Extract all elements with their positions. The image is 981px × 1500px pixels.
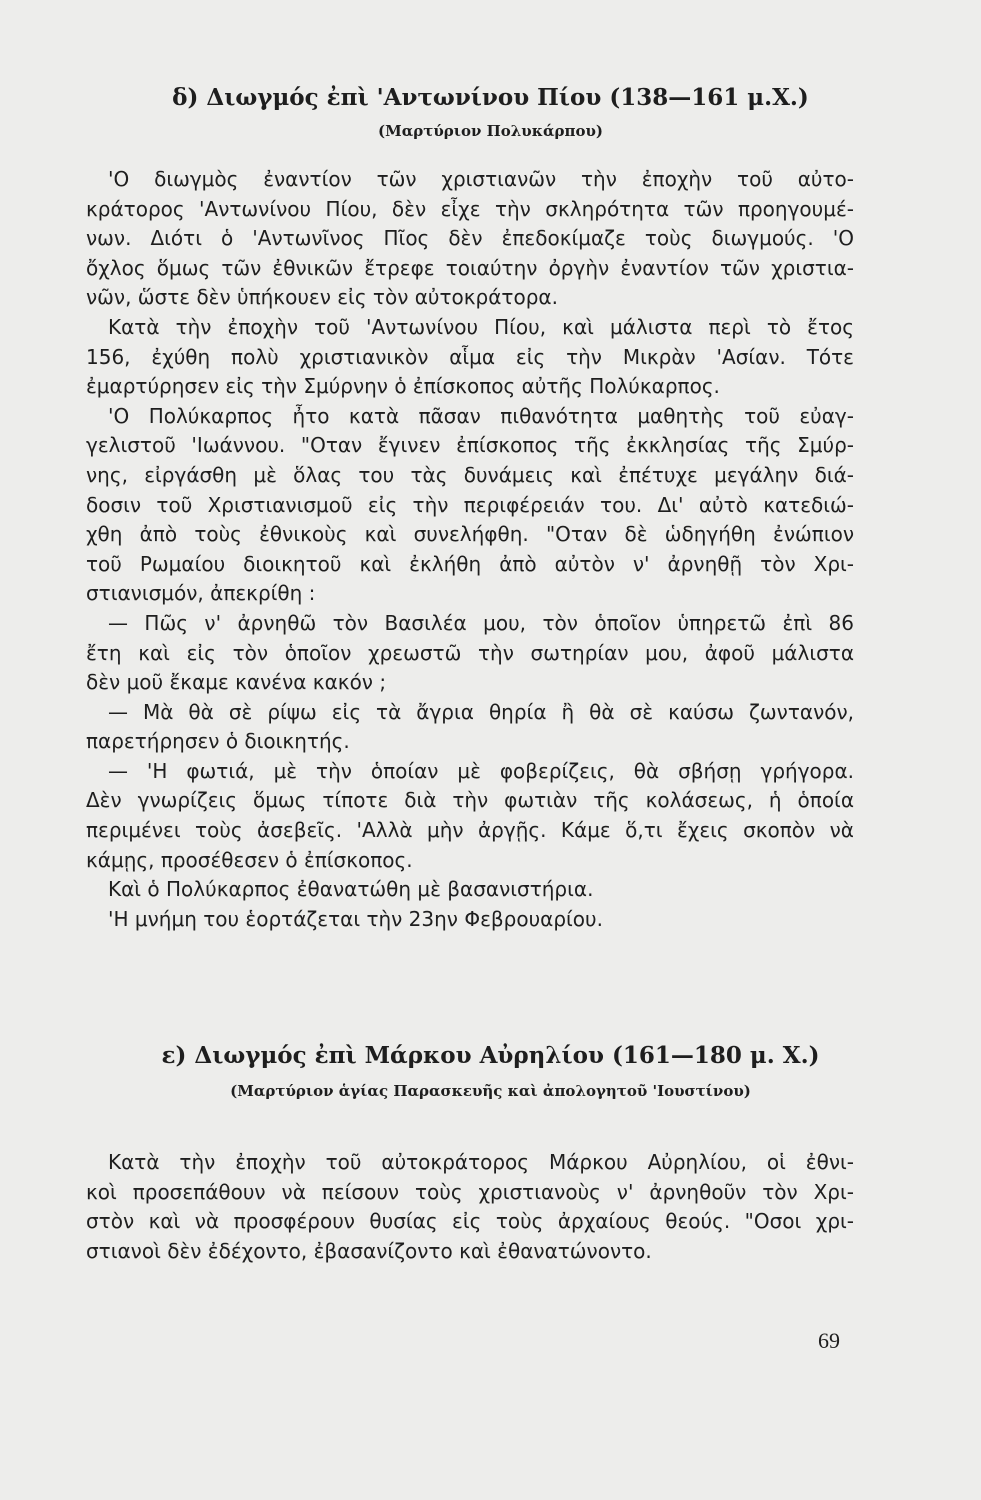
- text-line: 156, ἐχύθη πολὺ χριστιανικὸν αἷμα εἰς τὴν Μικρὰν 'Ασίαν. Τότε: [86, 344, 854, 369]
- text-line: παρετήρησεν ὁ διοικητής.: [86, 729, 350, 754]
- text-line: στιανοὶ δὲν ἐδέχοντο, ἐβασανίζοντο καὶ ἐθανατώνοντο.: [86, 1238, 652, 1263]
- text-line: στὸν καὶ νὰ προσφέρουν θυσίας εἰς τοὺς ἀρχαίους θεούς. "Οσοι χρι-: [86, 1209, 854, 1234]
- section-d-subtitle: (Μαρτύριον Πολυκάρπου): [378, 122, 603, 140]
- text-line: Κατὰ τὴν ἐποχὴν τοῦ αὐτοκράτορος Μάρκου Αὐρηλίου, οἱ ἐθνι-: [108, 1150, 854, 1174]
- text-line: 'Ο διωγμὸς ἐναντίον τῶν χριστιανῶν τὴν ἐποχὴν τοῦ αὐτο-: [108, 167, 854, 191]
- text-line: Καὶ ὁ Πολύκαρπος ἐθανατώθη μὲ βασανιστήρια.: [108, 877, 594, 902]
- text-line: κοὶ προσεπάθουν νὰ πείσουν τοὺς χριστιανοὺς ν' ἀρνηθοῦν τὸν Χρι-: [86, 1179, 854, 1204]
- text-line: νῶν, ὥστε δὲν ὑπήκουεν εἰς τὸν αὐτοκράτορα.: [86, 285, 558, 310]
- text-line: — 'Η φωτιά, μὲ τὴν ὁποίαν μὲ φοβερίζεις, θὰ σβήσῃ γρήγορα.: [108, 758, 854, 783]
- section-e-subtitle: (Μαρτύριον ἁγίας Παρασκευῆς καὶ ἀπολογητοῦ 'Ιουστίνου): [230, 1082, 751, 1100]
- section-e-body: [86, 1148, 854, 1266]
- page-number: 69: [818, 1328, 840, 1353]
- text-line: ὄχλος ὅμως τῶν ἐθνικῶν ἔτρεφε τοιαύτην ὀργὴν ἐναντίον τῶν χριστια-: [86, 255, 854, 280]
- section-d-body: [86, 165, 854, 934]
- text-line: ἐμαρτύρησεν εἰς τὴν Σμύρνην ὁ ἐπίσκοπος αὐτῆς Πολύκαρπος.: [86, 374, 720, 399]
- text-line: στιανισμόν, ἀπεκρίθη :: [86, 581, 316, 606]
- text-line: χθη ἀπὸ τοὺς ἐθνικοὺς καὶ συνελήφθη. "Οταν δὲ ὡδηγήθη ἐνώπιον: [86, 522, 854, 547]
- section-d-title: δ) Διωγμός ἐπὶ 'Αντωνίνου Πίου (138—161 μ.Χ.): [172, 84, 809, 111]
- text-line: κράτορος 'Αντωνίνου Πίου, δὲν εἶχε τὴν σκληρότητα τῶν προηγουμέ-: [86, 196, 854, 221]
- text-line: δοσιν τοῦ Χριστιανισμοῦ εἰς τὴν περιφέρειάν του. Δι' αὐτὸ κατεδιώ-: [86, 492, 854, 517]
- text-line: 'Ο Πολύκαρπος ἦτο κατὰ πᾶσαν πιθανότητα μαθητὴς τοῦ εὐαγ-: [108, 403, 854, 428]
- text-line: — Πῶς ν' ἀρνηθῶ τὸν Βασιλέα μου, τὸν ὁποῖον ὑπηρετῶ ἐπὶ 86: [108, 610, 854, 635]
- text-line: τοῦ Ρωμαίου διοικητοῦ καὶ ἐκλήθη ἀπὸ αὐτὸν ν' ἀρνηθῇ τὸν Χρι-: [86, 551, 854, 576]
- text-line: δὲν μοῦ ἔκαμε κανένα κακόν ;: [86, 670, 387, 695]
- text-line: ἔτη καὶ εἰς τὸν ὁποῖον χρεωστῶ τὴν σωτηρίαν μου, ἀφοῦ μάλιστα: [86, 640, 854, 665]
- section-e-title: ε) Διωγμός ἐπὶ Μάρκου Αὐρηλίου (161—180 μ. Χ.): [161, 1042, 820, 1069]
- text-line: Κατὰ τὴν ἐποχὴν τοῦ 'Αντωνίνου Πίου, καὶ μάλιστα περὶ τὸ ἔτος: [108, 314, 854, 339]
- text-line: 'Η μνήμη του ἑορτάζεται τὴν 23ην Φεβρουαρίου.: [108, 906, 603, 931]
- text-line: περιμένει τοὺς ἀσεβεῖς. 'Αλλὰ μὴν ἀργῇς. Κάμε ὅ,τι ἔχεις σκοπὸν νὰ: [86, 818, 854, 843]
- text-line: κάμῃς, προσέθεσεν ὁ ἐπίσκοπος.: [86, 847, 413, 872]
- text-line: Δὲν γνωρίζεις ὅμως τίποτε διὰ τὴν φωτιὰν τῆς κολάσεως, ἡ ὁποία: [86, 788, 854, 813]
- text-line: νης, εἰργάσθη μὲ ὅλας του τὰς δυνάμεις καὶ ἐπέτυχε μεγάλην διά-: [86, 462, 854, 487]
- text-line: γελιστοῦ 'Ιωάννου. "Οταν ἔγινεν ἐπίσκοπος τῆς ἐκκλησίας τῆς Σμύρ-: [86, 433, 854, 458]
- text-line: — Μὰ θὰ σὲ ρίψω εἰς τὰ ἄγρια θηρία ἢ θὰ σὲ καύσω ζωντανόν,: [108, 699, 854, 724]
- text-line: νων. Διότι ὁ 'Αντωνῖνος Πῖος δὲν ἐπεδοκίμαζε τοὺς διωγμούς. 'Ο: [86, 226, 854, 251]
